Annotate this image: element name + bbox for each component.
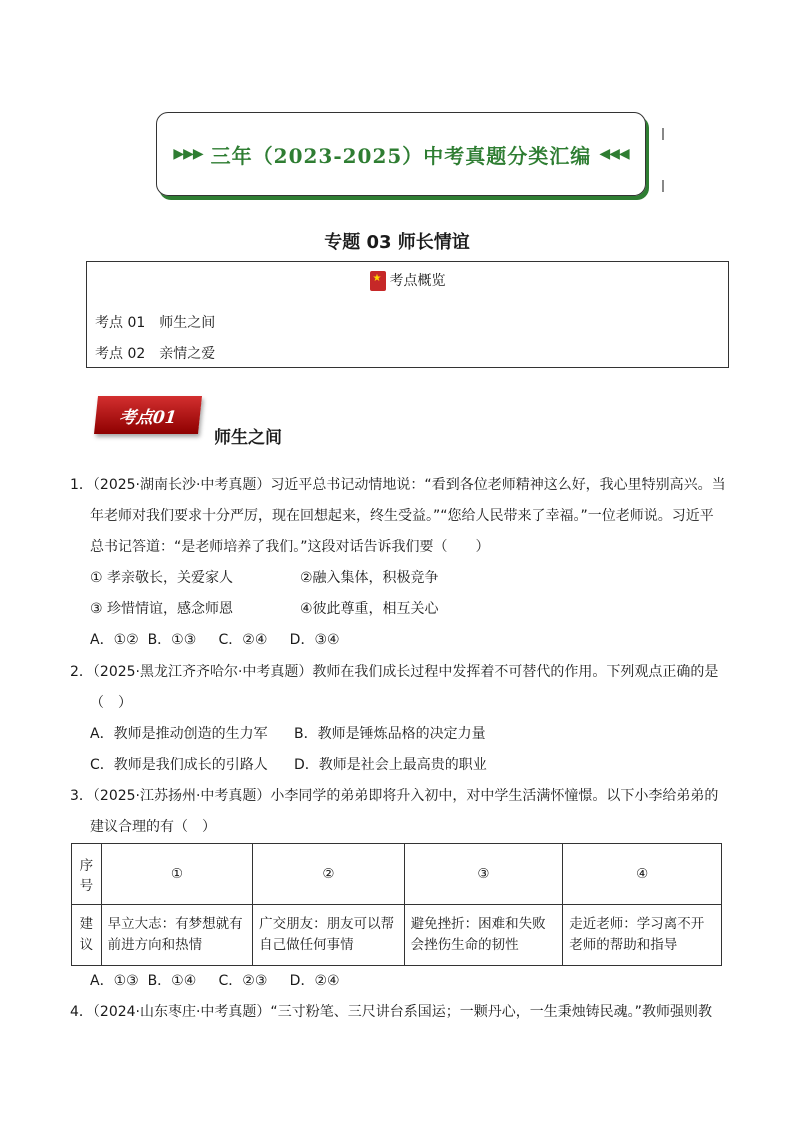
- decorative-mark: [662, 128, 664, 140]
- arrows-right-icon: ◀◀◀: [599, 146, 629, 162]
- answer-option: C．教师是我们成长的引路人: [90, 757, 268, 773]
- table-cell: 避免挫折：困难和失败会挫伤生命的韧性: [404, 905, 563, 966]
- section-badge-label: 考点01: [117, 407, 178, 428]
- question-3-options: [70, 966, 730, 997]
- arrows-left-icon: ▶▶▶: [173, 146, 203, 162]
- book-icon: [370, 271, 386, 291]
- table-cell: 早立大志：有梦想就有前进方向和热情: [101, 905, 252, 966]
- title-banner: [156, 112, 646, 196]
- question-text: 建议合理的有（ ）: [90, 819, 216, 835]
- table-header-cell: ②: [253, 844, 404, 905]
- question-4: [70, 997, 730, 1028]
- statement: ① 孝亲敬长，关爱家人: [90, 570, 234, 586]
- answer-option: A．教师是推动创造的生力军: [90, 726, 268, 742]
- section-title: 师生之间: [214, 428, 282, 448]
- statement: ②融入集体，积极竞争: [300, 570, 439, 586]
- question-text: 2．（2025·黑龙江齐齐哈尔·中考真题）教师在我们成长过程中发挥着不可替代的作用。下列观点正确的是: [70, 664, 719, 680]
- answer-options-row: [70, 750, 730, 781]
- decorative-mark: [662, 180, 664, 192]
- answer-option: D．教师是社会上最高贵的职业: [294, 757, 487, 773]
- table-header-cell: ④: [563, 844, 722, 905]
- question-1: [70, 470, 730, 656]
- overview-item: [95, 312, 215, 332]
- table-header-label: 序号: [72, 844, 102, 905]
- topic-title: 专题 03 师长情谊: [324, 232, 470, 253]
- overview-box: [86, 261, 729, 368]
- table-row: [72, 905, 722, 966]
- section-badge: [94, 396, 202, 434]
- table-cell: 广交朋友：朋友可以帮自己做任何事情: [253, 905, 404, 966]
- statement-row: [70, 594, 730, 625]
- overview-item-code: 考点 01: [95, 315, 146, 331]
- question-2: [70, 657, 730, 781]
- answer-options: A．①③ B．①④ C．②③ D．②④: [90, 973, 340, 989]
- question-3: [70, 781, 730, 843]
- table-header-cell: ①: [101, 844, 252, 905]
- table-header-cell: ③: [404, 844, 563, 905]
- answer-options-row: [70, 719, 730, 750]
- question-text: 总书记答道：“是老师培养了我们。”这段对话告诉我们要（ ）: [90, 539, 490, 555]
- overview-heading: [87, 270, 728, 291]
- suggestion-table: [71, 843, 722, 966]
- banner-title: 三年（2023-2025）中考真题分类汇编: [210, 143, 592, 168]
- overview-heading-label: 考点概览: [389, 273, 446, 289]
- answer-option: B．教师是锤炼品格的决定力量: [294, 726, 486, 742]
- overview-item: [95, 343, 215, 363]
- answer-options: A．①② B．①③ C．②④ D．③④: [90, 632, 340, 648]
- statement: ④彼此尊重，相互关心: [300, 601, 439, 617]
- overview-item-name: 师生之间: [159, 315, 216, 331]
- question-text: 3．（2025·江苏扬州·中考真题）小李同学的弟弟即将升入初中，对中学生活满怀憧憬。以下小李给弟弟的: [70, 788, 719, 804]
- table-cell: 走近老师：学习离不开老师的帮助和指导: [563, 905, 722, 966]
- question-text: 年老师对我们要求十分严厉，现在回想起来，终生受益。”“您给人民带来了幸福。”一位老师说。习近平: [90, 508, 714, 524]
- question-text: 1．（2025·湖南长沙·中考真题）习近平总书记动情地说：“看到各位老师精神这么好，我心里特别高兴。当: [70, 477, 726, 493]
- question-text: 4．（2024·山东枣庄·中考真题）“三寸粉笔、三尺讲台系国运；一颗丹心，一生秉烛铸民魂。”教师强则教: [70, 1004, 712, 1020]
- table-header-row: [72, 844, 722, 905]
- overview-item-code: 考点 02: [95, 346, 146, 362]
- table-row-label: 建议: [72, 905, 102, 966]
- overview-item-name: 亲情之爱: [159, 346, 216, 362]
- question-text: （ ）: [90, 695, 132, 711]
- statement-row: [70, 563, 730, 594]
- statement: ③ 珍惜情谊，感念师恩: [90, 601, 234, 617]
